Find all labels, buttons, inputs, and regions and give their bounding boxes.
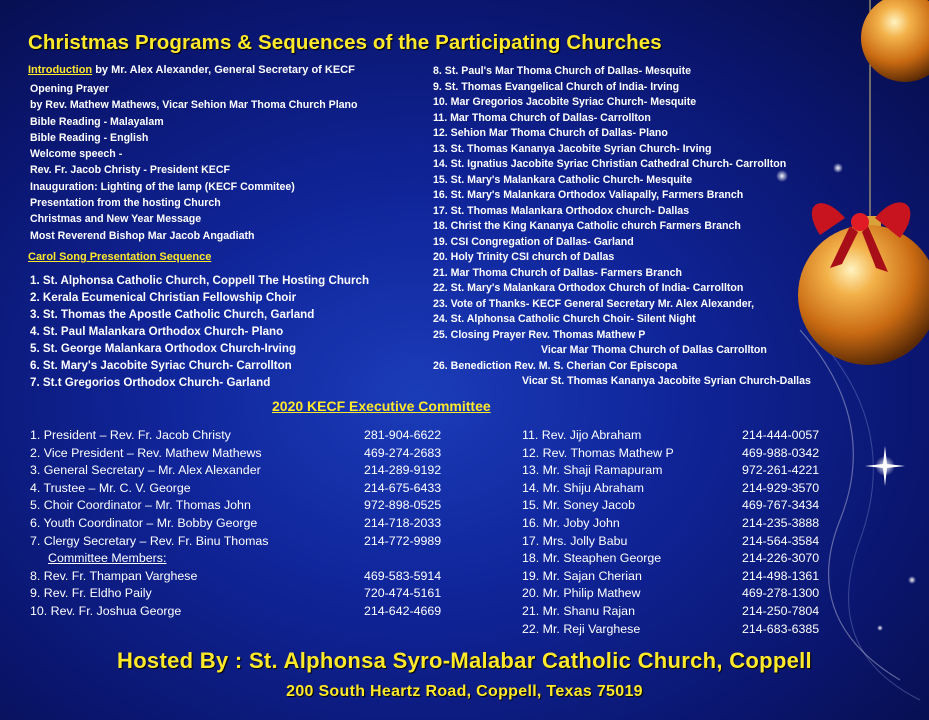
member-phone: 214-498-1361 xyxy=(742,568,820,583)
member-phone: 469-988-0342 xyxy=(742,445,820,460)
member-phone: 469-278-1300 xyxy=(742,586,820,601)
member-phone: 214-235-3888 xyxy=(742,515,820,530)
member-name: 14. Mr. Shiju Abraham xyxy=(522,480,644,495)
list-item: Welcome speech - xyxy=(30,148,123,161)
member-name: 11. Rev. Jijo Abraham xyxy=(522,428,642,442)
member-name: 7. Clergy Secretary – Rev. Fr. Binu Thomas xyxy=(30,533,269,548)
table-row xyxy=(522,497,842,515)
table-row xyxy=(30,603,460,621)
host-address: 200 South Heartz Road, Coppell, Texas 75019 xyxy=(286,683,643,700)
member-phone: 214-444-0057 xyxy=(742,428,820,442)
member-name: 4. Trustee – Mr. C. V. George xyxy=(30,480,191,495)
member-phone: 469-583-5914 xyxy=(364,568,442,583)
table-row xyxy=(522,568,842,586)
table-row xyxy=(30,515,460,533)
list-item: 6. St. Mary's Jacobite Syriac Church- Carrollton xyxy=(30,359,292,372)
introduction-by: by Mr. Alex Alexander, General Secretary of KECF xyxy=(92,64,355,76)
list-item: 26. Benediction Rev. M. S. Cherian Cor Episcopa xyxy=(433,359,678,372)
table-row xyxy=(522,550,842,568)
list-item: 7. St.t Gregorios Orthodox Church- Garland xyxy=(30,376,271,389)
table-row xyxy=(522,585,842,603)
table-row xyxy=(30,480,460,498)
list-item: Bible Reading - English xyxy=(30,131,149,144)
list-item: 10. Mar Gregorios Jacobite Syriac Church- Mesquite xyxy=(433,96,697,108)
member-name: 12. Rev. Thomas Mathew P xyxy=(522,445,674,460)
page-title: Christmas Programs & Sequences of the Participating Churches xyxy=(28,31,662,54)
introduction-heading: Introduction xyxy=(28,64,93,76)
member-phone: 281-904-6622 xyxy=(364,428,442,442)
committee-members-heading: Committee Members: xyxy=(48,551,167,566)
table-row xyxy=(30,427,460,445)
list-item: 15. St. Mary's Malankara Catholic Church- Mesquite xyxy=(433,173,693,186)
table-row xyxy=(30,533,460,551)
member-name: 18. Mr. Steaphen George xyxy=(522,551,662,566)
list-item: Vicar St. Thomas Kananya Jacobite Syrian Church-Dallas xyxy=(522,375,811,387)
list-item: 8. St. Paul's Mar Thoma Church of Dallas- Mesquite xyxy=(433,65,691,77)
member-name: 20. Mr. Philip Mathew xyxy=(522,586,641,601)
table-row xyxy=(522,462,842,480)
table-row xyxy=(522,603,842,621)
member-phone: 214-226-3070 xyxy=(742,551,820,566)
list-item: 5. St. George Malankara Orthodox Church-Irving xyxy=(30,342,297,355)
table-row xyxy=(30,497,460,515)
introduction-line xyxy=(28,64,355,76)
carol-sequence-list xyxy=(30,272,369,391)
carol-sequence-heading: Carol Song Presentation Sequence xyxy=(28,251,212,263)
list-item: 20. Holy Trinity CSI church of Dallas xyxy=(433,251,615,263)
list-item: 21. Mar Thoma Church of Dallas- Farmers Branch xyxy=(433,266,683,279)
member-name: 9. Rev. Fr. Eldho Paily xyxy=(30,586,152,601)
executive-list-right xyxy=(522,427,842,638)
list-item: 1. St. Alphonsa Catholic Church, Coppell The Hosting Church xyxy=(30,274,370,287)
list-item: 23. Vote of Thanks- KECF General Secretary Mr. Alex Alexander, xyxy=(433,297,755,310)
executive-committee-title: 2020 KECF Executive Committee xyxy=(272,398,491,414)
list-item: 11. Mar Thoma Church of Dallas- Carrollton xyxy=(433,111,651,124)
member-phone: 214-250-7804 xyxy=(742,603,820,618)
member-name: 10. Rev. Fr. Joshua George xyxy=(30,603,182,618)
list-item: 3. St. Thomas the Apostle Catholic Church, Garland xyxy=(30,308,315,321)
list-item: 19. CSI Congregation of Dallas- Garland xyxy=(433,235,634,248)
member-name: 8. Rev. Fr. Thampan Varghese xyxy=(30,568,198,583)
table-row xyxy=(30,445,460,463)
list-item: Vicar Mar Thoma Church of Dallas Carrollton xyxy=(541,344,767,356)
member-name: 22. Mr. Reji Varghese xyxy=(522,621,641,636)
list-item: 2. Kerala Ecumenical Christian Fellowship Choir xyxy=(30,291,297,304)
list-item: Rev. Fr. Jacob Christy - President KECF xyxy=(30,164,230,177)
member-phone: 214-675-6433 xyxy=(364,480,442,495)
table-row xyxy=(30,568,460,586)
hosted-by-banner: Hosted By : St. Alphonsa Syro-Malabar Catholic Church, Coppell xyxy=(117,648,812,673)
list-item: 14. St. Ignatius Jacobite Syriac Christian Cathedral Church- Carrollton xyxy=(433,158,787,170)
list-item: Bible Reading - Malayalam xyxy=(30,115,164,128)
member-name: 3. General Secretary – Mr. Alex Alexander xyxy=(30,463,261,478)
member-phone: 214-683-6385 xyxy=(742,621,820,636)
list-item: 4. St. Paul Malankara Orthodox Church- Plano xyxy=(30,325,284,338)
list-item: 9. St. Thomas Evangelical Church of India- Irving xyxy=(433,80,680,93)
list-item: 24. St. Alphonsa Catholic Church Choir- Silent Night xyxy=(433,313,696,325)
table-row xyxy=(522,445,842,463)
member-phone: 972-261-4221 xyxy=(742,463,820,478)
member-phone: 214-929-3570 xyxy=(742,480,820,495)
member-phone: 720-474-5161 xyxy=(364,586,442,601)
table-row xyxy=(522,427,842,445)
table-row xyxy=(522,533,842,551)
member-name: 16. Mr. Joby John xyxy=(522,515,620,530)
member-phone: 469-274-2683 xyxy=(364,445,442,460)
list-item: 17. St. Thomas Malankara Orthodox church- Dallas xyxy=(433,204,690,217)
list-item: 25. Closing Prayer Rev. Thomas Mathew P xyxy=(433,328,646,341)
list-item: 18. Christ the King Kananya Catholic church Farmers Branch xyxy=(433,220,741,232)
list-item: Opening Prayer xyxy=(30,83,109,95)
member-name: 19. Mr. Sajan Cherian xyxy=(522,568,642,583)
list-item: 22. St. Mary's Malankara Orthodox Church of India- Carrollton xyxy=(433,282,744,294)
list-item: Inauguration: Lighting of the lamp (KECF Commitee) xyxy=(30,180,295,193)
table-row xyxy=(522,621,842,639)
list-item: Presentation from the hosting Church xyxy=(30,197,221,210)
member-phone: 214-642-4669 xyxy=(364,603,442,618)
member-name: 5. Choir Coordinator – Mr. Thomas John xyxy=(30,498,251,513)
list-item: 12. Sehion Mar Thoma Church of Dallas- Plano xyxy=(433,127,668,139)
table-row xyxy=(30,462,460,480)
member-name: 15. Mr. Soney Jacob xyxy=(522,498,635,513)
member-phone: 214-289-9192 xyxy=(364,463,442,478)
list-item: Christmas and New Year Message xyxy=(30,213,202,226)
table-row xyxy=(522,480,842,498)
member-phone: 214-564-3584 xyxy=(742,533,820,548)
table-row xyxy=(30,585,460,603)
member-name: 13. Mr. Shaji Ramapuram xyxy=(522,463,663,478)
executive-list-left xyxy=(30,427,460,621)
member-name: 1. President – Rev. Fr. Jacob Christy xyxy=(30,428,231,442)
table-row xyxy=(522,515,842,533)
member-name: 21. Mr. Shanu Rajan xyxy=(522,603,635,618)
introduction-list xyxy=(30,81,358,244)
member-name: 17. Mrs. Jolly Babu xyxy=(522,533,628,548)
member-phone: 214-772-9989 xyxy=(364,533,442,548)
list-item: Most Reverend Bishop Mar Jacob Angadiath xyxy=(30,229,255,242)
member-name: 2. Vice President – Rev. Mathew Mathews xyxy=(30,445,262,460)
list-item: 13. St. Thomas Kananya Jacobite Syrian Church- Irving xyxy=(433,142,712,155)
list-item: 16. St. Mary's Malankara Orthodox Valiapally, Farmers Branch xyxy=(433,189,744,201)
member-name: 6. Youth Coordinator – Mr. Bobby George xyxy=(30,515,258,530)
member-phone: 469-767-3434 xyxy=(742,498,820,513)
list-item: by Rev. Mathew Mathews, Vicar Sehion Mar Thoma Church Plano xyxy=(30,99,358,112)
member-phone: 972-898-0525 xyxy=(364,498,442,513)
member-phone: 214-718-2033 xyxy=(364,515,442,530)
sequence-continued-list xyxy=(433,64,811,390)
